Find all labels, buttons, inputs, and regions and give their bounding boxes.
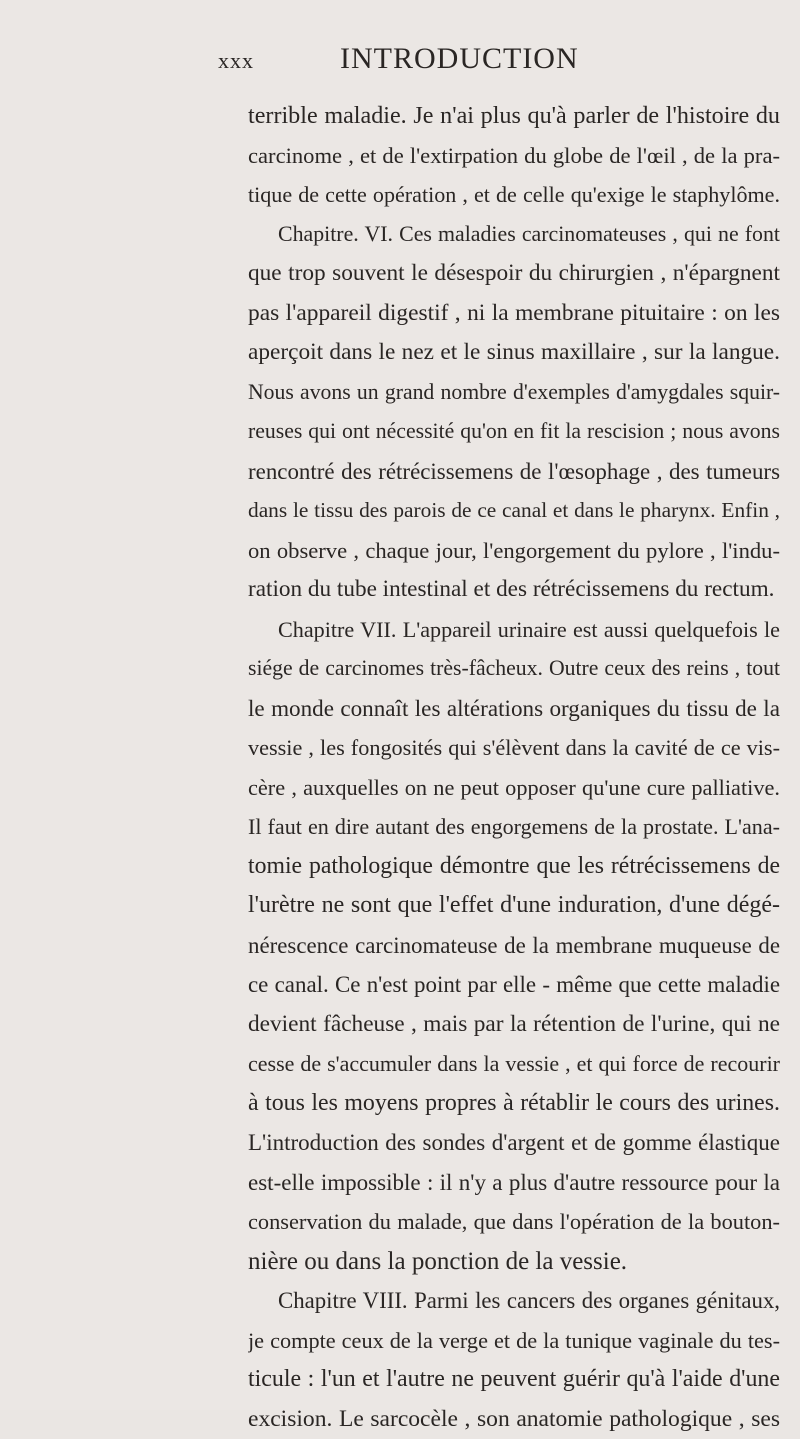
text-line: carcinome , et de l'extirpation du globe de l'œil , de la pra- xyxy=(248,136,780,176)
text-line: on observe , chaque jour, l'engorgement du pylore , l'indu- xyxy=(248,531,780,571)
text-line: l'urètre ne sont que l'effet d'une induration, d'une dégé- xyxy=(248,886,780,926)
page-folio: xxx xyxy=(218,48,254,74)
text-line: dans le tissu des parois de ce canal et dans le pharynx. Enfin , xyxy=(248,491,780,531)
text-line: conservation du malade, que dans l'opération de la bouton- xyxy=(248,1202,780,1242)
page-header xyxy=(0,42,800,82)
text-line: Il faut en dire autant des engorgemens de la prostate. L'ana- xyxy=(248,807,780,847)
text-line: tique de cette opération , et de celle qu'exige le staphylôme. xyxy=(248,175,780,215)
text-line: à tous les moyens propres à rétablir le cours des urines. xyxy=(248,1084,780,1124)
text-line: devient fâcheuse , mais par la rétention de l'urine, qui ne xyxy=(248,1005,780,1045)
text-line: vessie , les fongosités qui s'élèvent dans la cavité de ce vis- xyxy=(248,728,780,768)
text-line: siége de carcinomes très-fâcheux. Outre ceux des reins , tout xyxy=(248,649,780,689)
text-line: ce canal. Ce n'est point par elle - même que cette maladie xyxy=(248,965,780,1005)
text-line: Chapitre VII. L'appareil urinaire est aussi quelquefois le xyxy=(248,610,780,650)
text-line: reuses qui ont nécessité qu'on en fit la rescision ; nous avons xyxy=(248,412,780,452)
text-line: pas l'appareil digestif , ni la membrane pituitaire : on les xyxy=(248,294,780,334)
running-head: INTRODUCTION xyxy=(340,42,579,76)
text-line: je compte ceux de la verge et de la tunique vaginale du tes- xyxy=(248,1321,780,1361)
text-line: terrible maladie. Je n'ai plus qu'à parler de l'histoire du xyxy=(248,96,780,136)
text-line: L'introduction des sondes d'argent et de gomme élastique xyxy=(248,1123,780,1163)
text-line: Chapitre VIII. Parmi les cancers des organes génitaux, xyxy=(248,1281,780,1321)
text-line: excision. Le sarcocèle , son anatomie pathologique , ses xyxy=(248,1400,780,1439)
text-line: tomie pathologique démontre que les rétrécissemens de xyxy=(248,847,780,887)
text-line: que trop souvent le désespoir du chirurgien , n'épargnent xyxy=(248,254,780,294)
text-line: ration du tube intestinal et des rétrécissemens du rectum. xyxy=(248,570,780,610)
text-line: aperçoit dans le nez et le sinus maxillaire , sur la langue. xyxy=(248,333,780,373)
text-line: ticule : l'un et l'autre ne peuvent guérir qu'à l'aide d'une xyxy=(248,1360,780,1400)
text-line: rencontré des rétrécissemens de l'œsophage , des tumeurs xyxy=(248,452,780,492)
text-line: Nous avons un grand nombre d'exemples d'amygdales squir- xyxy=(248,373,780,413)
body-text xyxy=(248,96,780,1439)
text-line: est-elle impossible : il n'y a plus d'autre ressource pour la xyxy=(248,1163,780,1203)
text-line: nière ou dans la ponction de la vessie. xyxy=(248,1242,780,1282)
text-line: cesse de s'accumuler dans la vessie , et qui force de recourir xyxy=(248,1044,780,1084)
text-line: le monde connaît les altérations organiques du tissu de la xyxy=(248,689,780,729)
text-line: nérescence carcinomateuse de la membrane muqueuse de xyxy=(248,926,780,966)
text-line: cère , auxquelles on ne peut opposer qu'une cure palliative. xyxy=(248,768,780,808)
text-line: Chapitre. VI. Ces maladies carcinomateuses , qui ne font xyxy=(248,215,780,255)
